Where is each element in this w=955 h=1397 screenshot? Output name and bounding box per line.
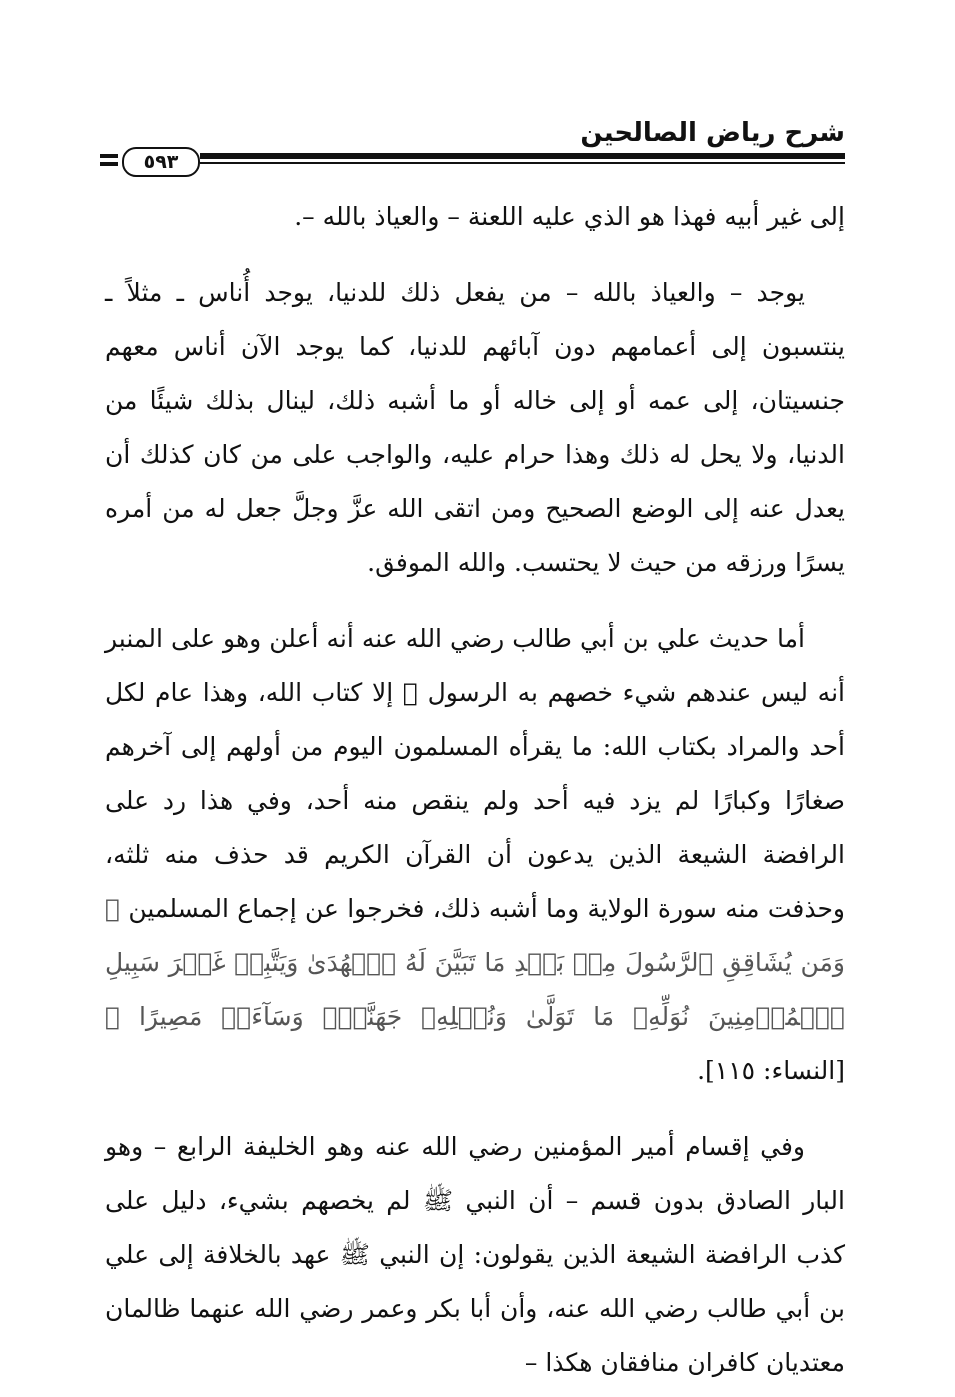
rule-thick-line [200, 153, 845, 159]
page-body [105, 190, 845, 1390]
paragraph: إلى غير أبيه فهذا هو الذي عليه اللعنة – والعياذ بالله –. [294, 202, 845, 231]
rule-tick [100, 162, 118, 166]
paragraph: وفي إقسام أمير المؤمنين رضي الله عنه وهو الخليفة الرابع – وهو البار الصادق بدون قسم – أن النبي ﷺ لم يخصهم بشيء، دليل على كذب الرافضة الشيعة الذين يقولون: إن النبي ﷺ عهد بالخلافة إلى علي بن أبي طالب رضي الله عنه، وأن أبا بكر وعمر رضي الله عنهما ظالمان معتديان كافران منافقان هكذا – [105, 1132, 845, 1377]
rule-tick [100, 154, 118, 158]
page-number: ٥٩٣ [122, 147, 200, 177]
verse-reference: [النساء: ١١٥]. [697, 1056, 845, 1085]
running-header-title: شرح رياض الصالحين [580, 118, 845, 148]
paragraph [105, 612, 845, 1098]
quran-verse: ﴿ وَمَن يُشَاقِقِ ٱلرَّسُولَ مِنۢ بَعۡدِ مَا تَبَيَّنَ لَهُ ٱلۡهُدَىٰ وَيَتَّبِعۡ غَيۡرَ سَبِيلِ ٱلۡمُؤۡمِنِينَ نُوَلِّهِۦ مَا تَوَلَّىٰ وَنُصۡلِهِۦ جَهَنَّمَۖ وَسَآءَتۡ مَصِيرًا ﴾ [105, 894, 845, 1031]
header-rule [100, 147, 845, 177]
paragraph: يوجد – والعياذ بالله – من يفعل ذلك للدنيا، يوجد أُناس ـ مثلاً ـ ينتسبون إلى أعمامهم دون آبائهم للدنيا، كما يوجد الآن أناس معهم جنسيتان، إلى عمه أو إلى خاله أو ما أشبه ذلك، لينال بذلك شيئًا من الدنيا، ولا يحل له ذلك وهذا حرام عليه، والواجب على من كان كذلك أن يعدل عنه إلى الوضع الصحيح ومن اتقى الله عزَّ وجلَّ جعل له من أمره يسرًا ورزقه من حيث لا يحتسب. والله الموفق. [105, 278, 845, 577]
rule-thin-line [200, 162, 845, 164]
paragraph-text: أما حديث علي بن أبي طالب رضي الله عنه أنه أعلن وهو على المنبر أنه ليس عندهم شيء خصهم به الرسول ﷺ إلا كتاب الله، وهذا عام لكل أحد والمراد بكتاب الله: ما يقرأه المسلمون اليوم من أولهم إلى آخرهم صغارًا وكبارًا لم يزد فيه أحد ولم ينقص منه أحد، وفي هذا رد على الرافضة الشيعة الذين يدعون أن القرآن الكريم قد حذف منه ثلثه، وحذفت منه سورة الولاية وما أشبه ذلك، فخرجوا عن إجماع المسلمين [105, 624, 845, 923]
